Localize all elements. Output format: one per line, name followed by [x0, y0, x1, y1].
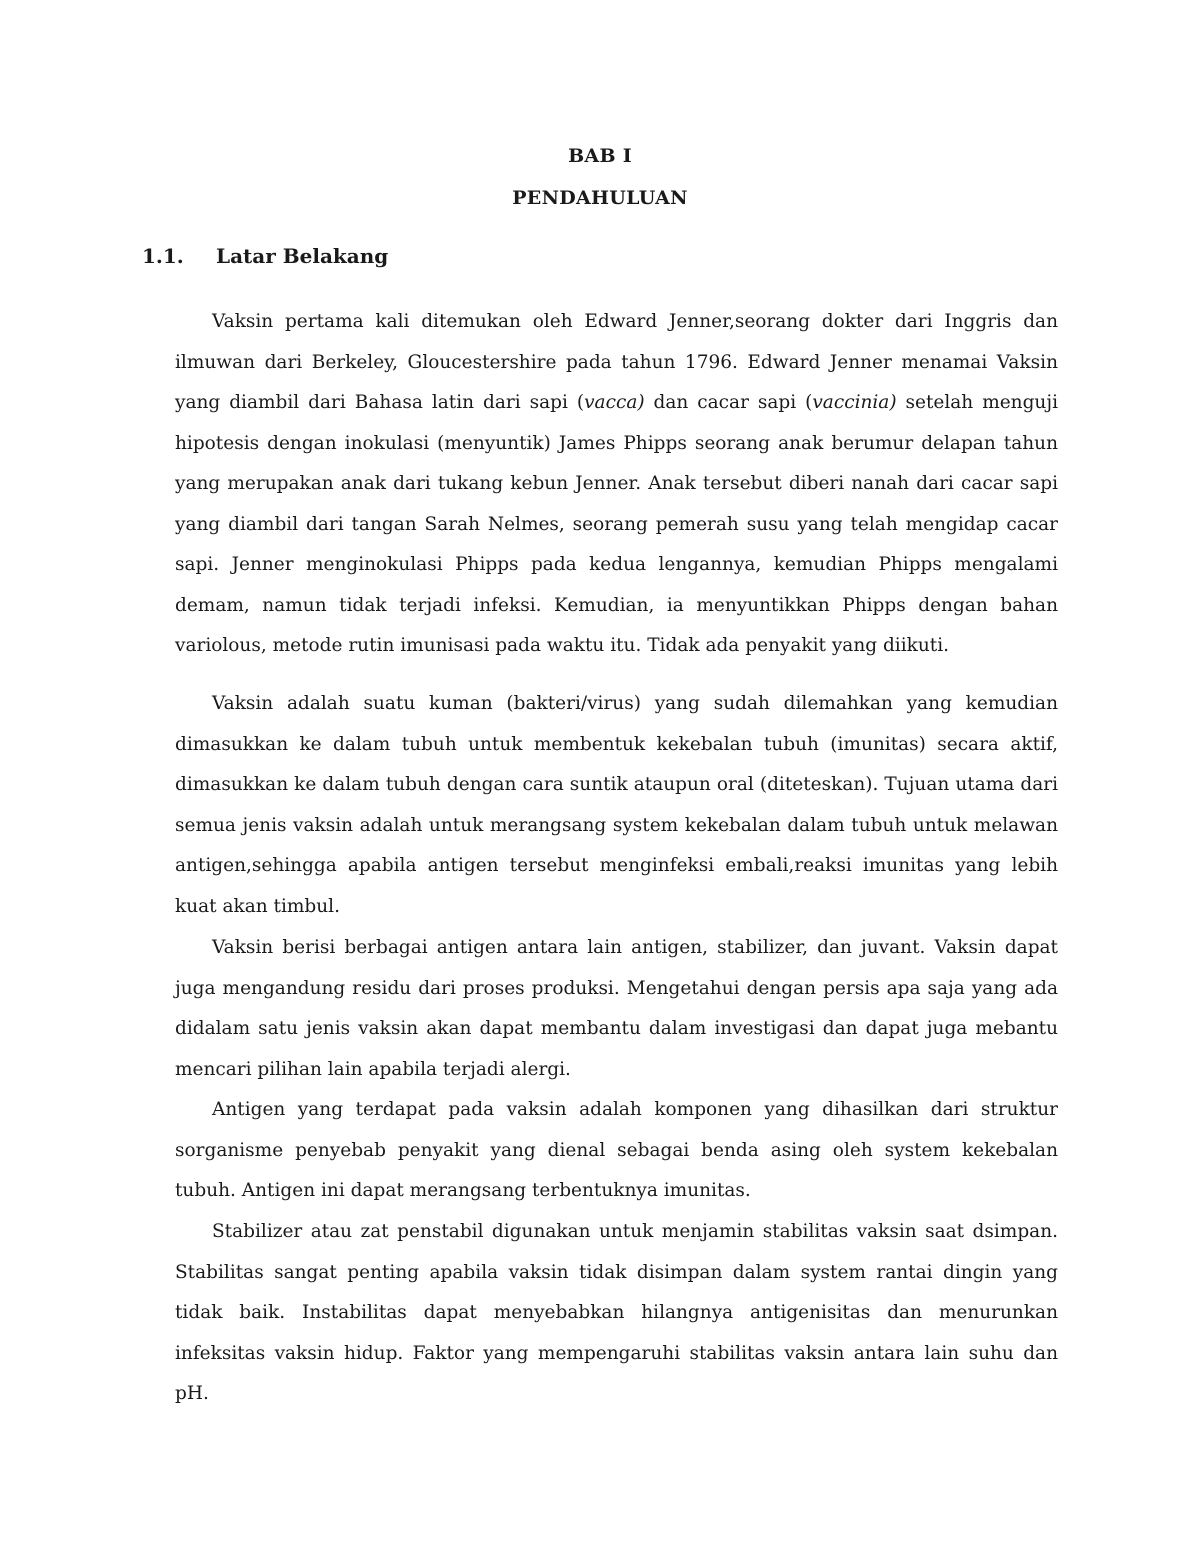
italic-term-vaccinia: vaccinia)	[812, 392, 897, 413]
text-run: setelah menguji hipotesis dengan inokulasi (menyuntik) James Phipps seorang anak berumur delapan tahun yang merupakan anak dari tukang kebun Jenner. Anak tersebut diberi nanah dari cacar sapi yang diambil dari tangan Sarah Nelmes, seorang pemerah susu yang telah mengidap cacar sapi. Jenner menginokulasi Phipps pada kedua lengannya, kemudian Phipps mengalami demam, namun tidak terjadi infeksi. Kemudian, ia menyuntikkan Phipps dengan bahan variolous, metode rutin imunisasi pada waktu itu. Tidak ada penyakit yang diikuti.	[175, 392, 1059, 656]
paragraph-text: Vaksin berisi berbagai antigen antara lain antigen, stabilizer, dan juvant. Vaksin dapat juga mengandung residu dari proses produksi. Mengetahui dengan persis apa saja yang ada didalam satu jenis vaksin akan dapat membantu dalam investigasi dan dapat juga mebantu mencari pilihan lain apabila terjadi alergi.	[175, 937, 1058, 1080]
paragraph-4	[175, 1090, 1058, 1212]
chapter-number: BAB I	[568, 145, 632, 167]
paragraph-text	[175, 302, 1058, 667]
paragraph-text: Antigen yang terdapat pada vaksin adalah komponen yang dihasilkan dari struktur sorganisme penyebab penyakit yang dienal sebagai benda asing oleh system kekebalan tubuh. Antigen ini dapat merangsang terbentuknya imunitas.	[175, 1099, 1058, 1201]
section-title: Latar Belakang	[216, 244, 389, 268]
paragraph-5	[175, 1212, 1058, 1415]
paragraph-3	[175, 928, 1058, 1090]
paragraph-text: Vaksin adalah suatu kuman (bakteri/virus) yang sudah dilemahkan yang kemudian dimasukkan ke dalam tubuh untuk membentuk kekebalan tubuh (imunitas) secara aktif, dimasukkan ke dalam tubuh dengan cara suntik ataupun oral (diteteskan). Tujuan utama dari semua jenis vaksin adalah untuk merangsang system kekebalan dalam tubuh untuk melawan antigen,sehingga apabila antigen tersebut menginfeksi embali,reaksi imunitas yang lebih kuat akan timbul.	[175, 693, 1058, 917]
text-run: dan cacar sapi (	[644, 392, 813, 413]
section-number: 1.1.	[142, 244, 184, 268]
section-heading	[142, 244, 388, 268]
paragraph-2	[175, 684, 1058, 927]
paragraph-1	[175, 302, 1058, 667]
paragraph-text: Stabilizer atau zat penstabil digunakan untuk menjamin stabilitas vaksin saat dsimpan. Stabilitas sangat penting apabila vaksin tidak disimpan dalam system rantai dingin yang tidak baik. Instabilitas dapat menyebabkan hilangnya antigenisitas dan menurunkan infeksitas vaksin hidup. Faktor yang mempengaruhi stabilitas vaksin antara lain suhu dan pH.	[175, 1221, 1058, 1404]
italic-term-vacca: vacca)	[584, 392, 645, 413]
text-run: Vaksin pertama kali ditemukan oleh Edward Jenner,seorang dokter dari Inggris dan ilmuwan dari Berkeley, Gloucestershire pada tahun 1796. Edward Jenner menamai Vaksin yang diambil dari Bahasa latin dari sapi (	[175, 311, 1058, 413]
chapter-title: PENDAHULUAN	[512, 187, 688, 209]
